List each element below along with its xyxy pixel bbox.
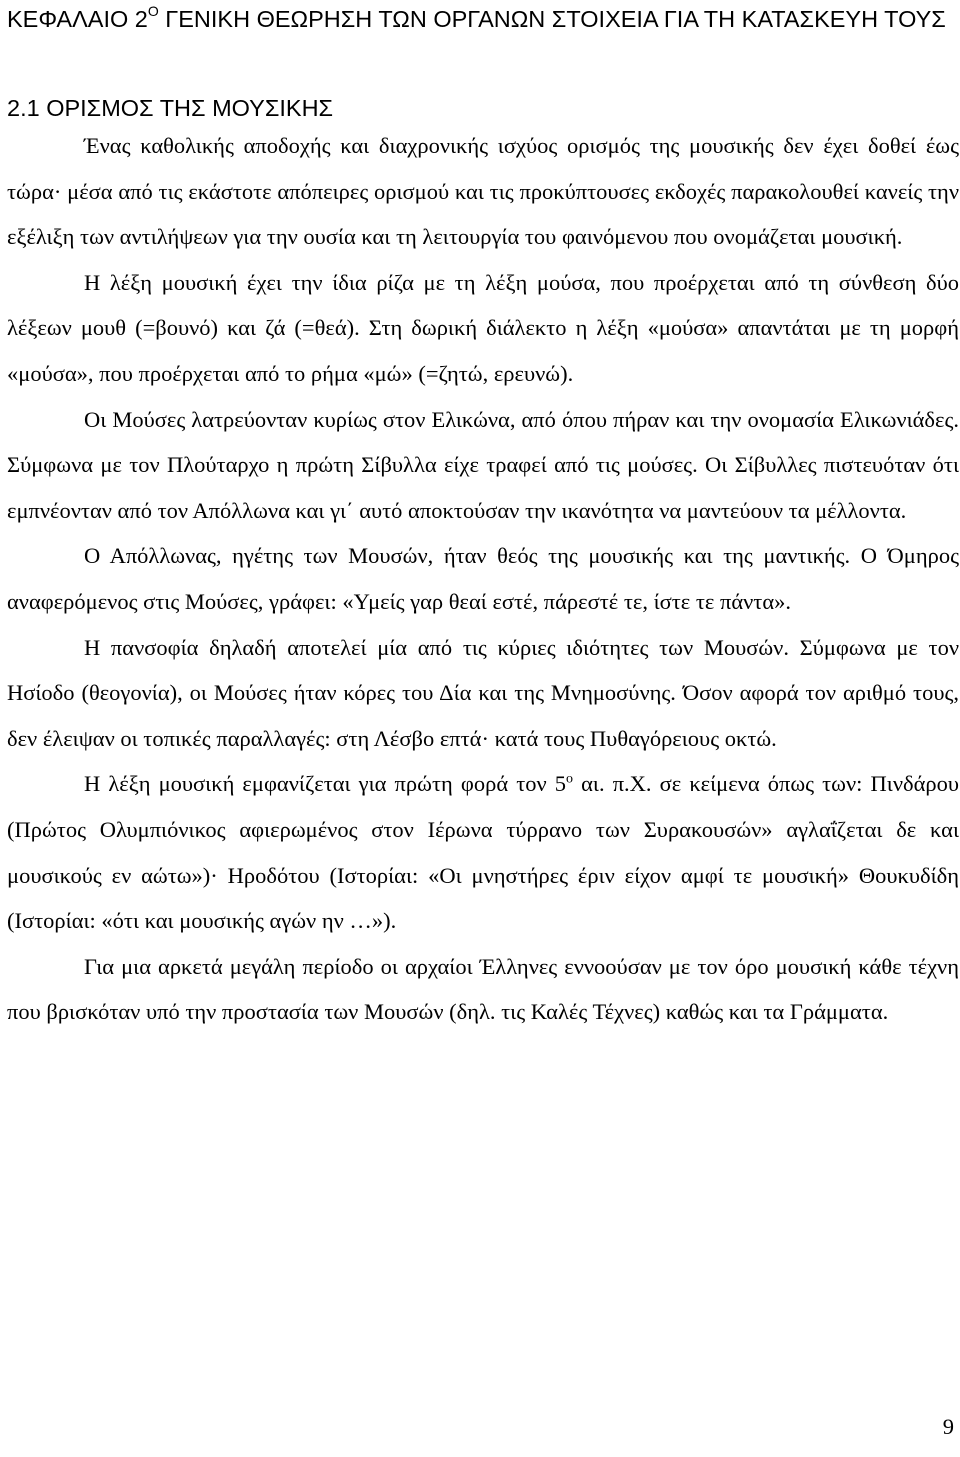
paragraph-2: Η λέξη μουσική έχει την ίδια ρίζα με τη λέξη μούσα, που προέρχεται από τη σύνθεση δύο λέξεων μουθ (=βουνό) και ζά (=θεά). Στη δωρική διάλεκτο η λέξη «μούσα» απαντάται με τη μορφή «μούσα», που προέρχεται από το ρήμα «μώ» (=ζητώ, ερευνώ).	[7, 269, 959, 386]
chapter-number: ΚΕΦΑΛΑΙΟ 2	[7, 6, 148, 32]
paragraph-5: Η πανσοφία δηλαδή αποτελεί μία από τις κύριες ιδιότητες των Μουσών. Σύμφωνα με τον Ησίοδο (θεογονία), οι Μούσες ήταν κόρες του Δία και της Μνημοσύνης. Όσον αφορά τον αριθμό τους, δεν έλειψαν οι τοπικές παραλλαγές: στη Λέσβο επτά· κατά τους Πυθαγόρειους οκτώ.	[7, 634, 959, 751]
chapter-heading	[7, 4, 955, 35]
paragraph-6	[7, 761, 959, 943]
paragraph-7: Για μια αρκετά μεγάλη περίοδο οι αρχαίοι Έλληνες εννοούσαν με τον όρο μουσική κάθε τέχνη που βρισκόταν υπό την προστασία των Μουσών (δηλ. τις Καλές Τέχνες) καθώς και τα Γράμματα.	[7, 953, 959, 1025]
paragraph-6-part-a: Η λέξη μουσική εμφανίζεται για πρώτη φορά τον 5	[84, 771, 567, 797]
paragraph-6-part-b: αι. π.Χ. σε κείμενα όπως των: Πινδάρου (Πρώτος Ολυμπιόνικος αφιερωμένος στον Ιέρωνα τύρρανο των Συρακουσών» αγλαΐζεται δε και μουσικούς εν αώτω»)· Ηροδότου (Ιστορίαι: «Οι μνηστήρες έριν είχον αμφί τε μουσική» Θουκυδίδη (Ιστορίαι: «ότι και μουσικής αγών ην …»).	[7, 771, 959, 934]
paragraph-1: Ένας καθολικής αποδοχής και διαχρονικής ισχύος ορισμός της μουσικής δεν έχει δοθεί έως τώρα· μέσα από τις εκάστοτε απόπειρες ορισμού και τις προκύπτουσες εκδοχές παρακολουθεί κανείς την εξέλιξη των αντιλήψεων για την ουσία και τη λειτουργία του φαινόμενου που ονομάζεται μουσική.	[7, 133, 959, 250]
century-ordinal-sup: ο	[566, 771, 574, 787]
section-heading: 2.1 ΟΡΙΣΜΟΣ ΤΗΣ ΜΟΥΣΙΚΗΣ	[7, 95, 334, 121]
chapter-ordinal-sup: Ο	[147, 3, 159, 20]
chapter-title: ΓΕΝΙΚΗ ΘΕΩΡΗΣΗ ΤΩΝ ΟΡΓΑΝΩΝ ΣΤΟΙΧΕΙΑ ΓΙΑ ΤΗ ΚΑΤΑΣΚΕΥΗ ΤΟΥΣ	[158, 6, 946, 32]
page-number: 9	[942, 1414, 954, 1439]
paragraph-4: Ο Απόλλωνας, ηγέτης των Μουσών, ήταν θεός της μουσικής και της μαντικής. Ο Όμηρος αναφερόμενος στις Μούσες, γράφει: «Υμείς γαρ θεαί εστέ, πάρεστέ τε, ίστε τε πάντα».	[7, 543, 959, 614]
document-body	[7, 123, 959, 1035]
paragraph-3: Οι Μούσες λατρεύονταν κυρίως στον Ελικώνα, από όπου πήραν και την ονομασία Ελικωνιάδες. Σύμφωνα με τον Πλούταρχο η πρώτη Σίβυλλα είχε τραφεί από τις μούσες. Οι Σίβυλλες πιστευόταν ότι εμπνέονταν από τον Απόλλωνα και γι΄ αυτό αποκτούσαν την ικανότητα να μαντεύουν τα μέλλοντα.	[7, 406, 959, 523]
